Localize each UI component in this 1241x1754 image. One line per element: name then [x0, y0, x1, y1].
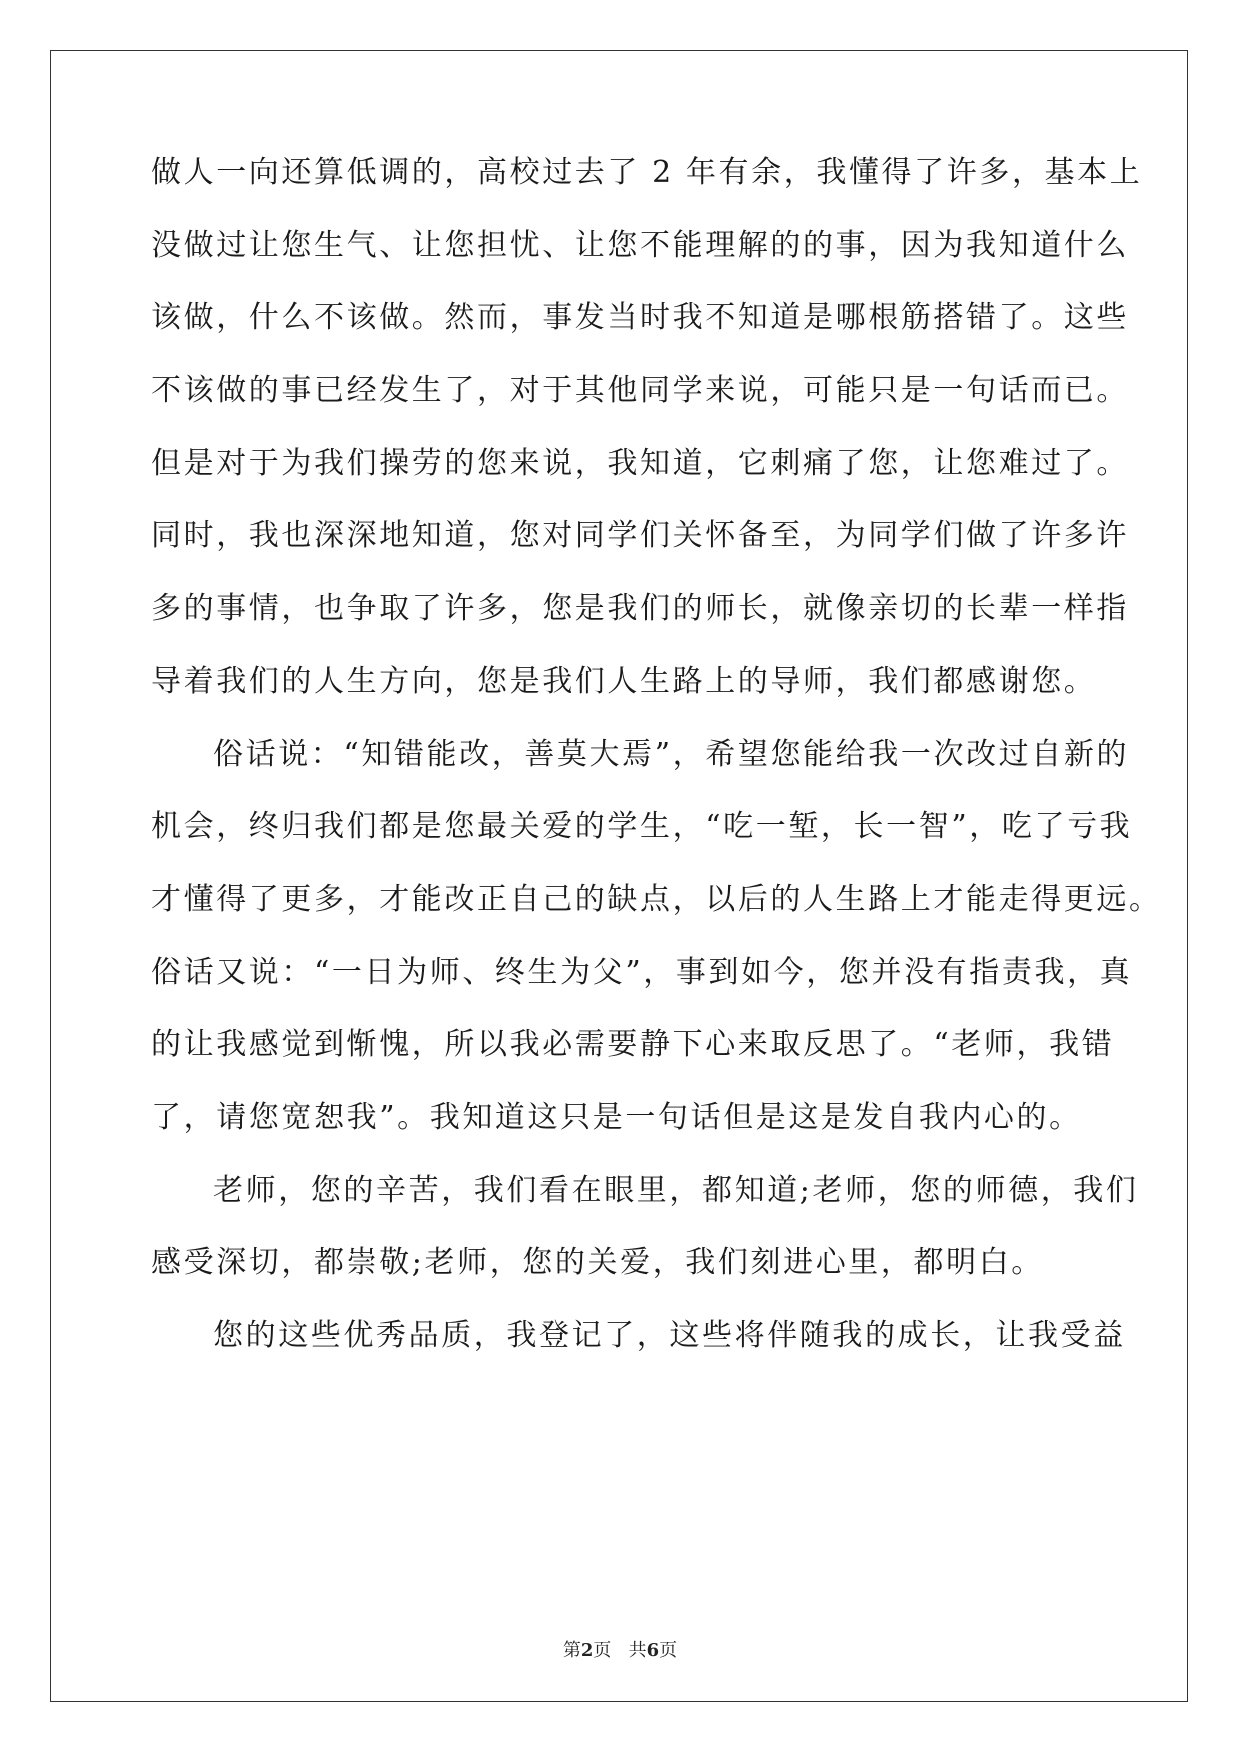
total-pages-number: 6: [646, 1640, 660, 1661]
text-line: 机会，终归我们都是您最关爱的学生，“吃一堑，长一智”，吃了亏我: [151, 809, 1133, 844]
text-line: 同时，我也深深地知道，您对同学们关怀备至，为同学们做了许多许: [151, 518, 1129, 553]
text-line: 该做，什么不该做。然而，事发当时我不知道是哪根筋搭错了。这些: [151, 300, 1129, 335]
text-line: 的让我感觉到惭愧，所以我必需要静下心来取反思了。“老师，我错: [151, 1027, 1115, 1062]
total-pages-prefix: 共: [628, 1640, 647, 1661]
current-page-number: 2: [580, 1640, 594, 1661]
text-line: 才懂得了更多，才能改正自己的缺点，以后的人生路上才能走得更远。: [151, 882, 1162, 917]
total-pages-suffix: 页: [659, 1640, 678, 1661]
text-line: 但是对于为我们操劳的您来说，我知道，它刺痛了您，让您难过了。: [151, 446, 1129, 481]
text-line: 没做过让您生气、让您担忧、让您不能理解的的事，因为我知道什么: [151, 228, 1129, 263]
text-line: 俗话说：“知错能改，善莫大焉”，希望您能给我一次改过自新的: [213, 737, 1130, 772]
text-line: 做人一向还算低调的，高校过去了 2 年有余，我懂得了许多，基本上: [151, 155, 1143, 190]
page-frame: [50, 50, 1188, 1702]
text-line: 不该做的事已经发生了，对于其他同学来说，可能只是一句话而已。: [151, 373, 1129, 408]
text-line: 导着我们的人生方向，您是我们人生路上的导师，我们都感谢您。: [151, 664, 1097, 699]
text-line: 您的这些优秀品质，我登记了，这些将伴随我的成长，让我受益: [213, 1318, 1126, 1353]
page-number-suffix: 页: [593, 1640, 612, 1661]
page-footer: [51, 1639, 1189, 1663]
page-number-prefix: 第: [562, 1640, 581, 1661]
text-line: 俗话又说：“一日为师、终生为父”，事到如今，您并没有指责我，真: [151, 955, 1133, 990]
text-line: 了，请您宽恕我”。我知道这只是一句话但是这是发自我内心的。: [151, 1100, 1082, 1135]
text-line: 多的事情，也争取了许多，您是我们的师长，就像亲切的长辈一样指: [151, 591, 1129, 626]
text-line: 感受深切，都崇敬;老师，您的关爱，我们刻进心里，都明白。: [151, 1245, 1044, 1280]
text-line: 老师，您的辛苦，我们看在眼里，都知道;老师，您的师德，我们: [213, 1173, 1139, 1208]
